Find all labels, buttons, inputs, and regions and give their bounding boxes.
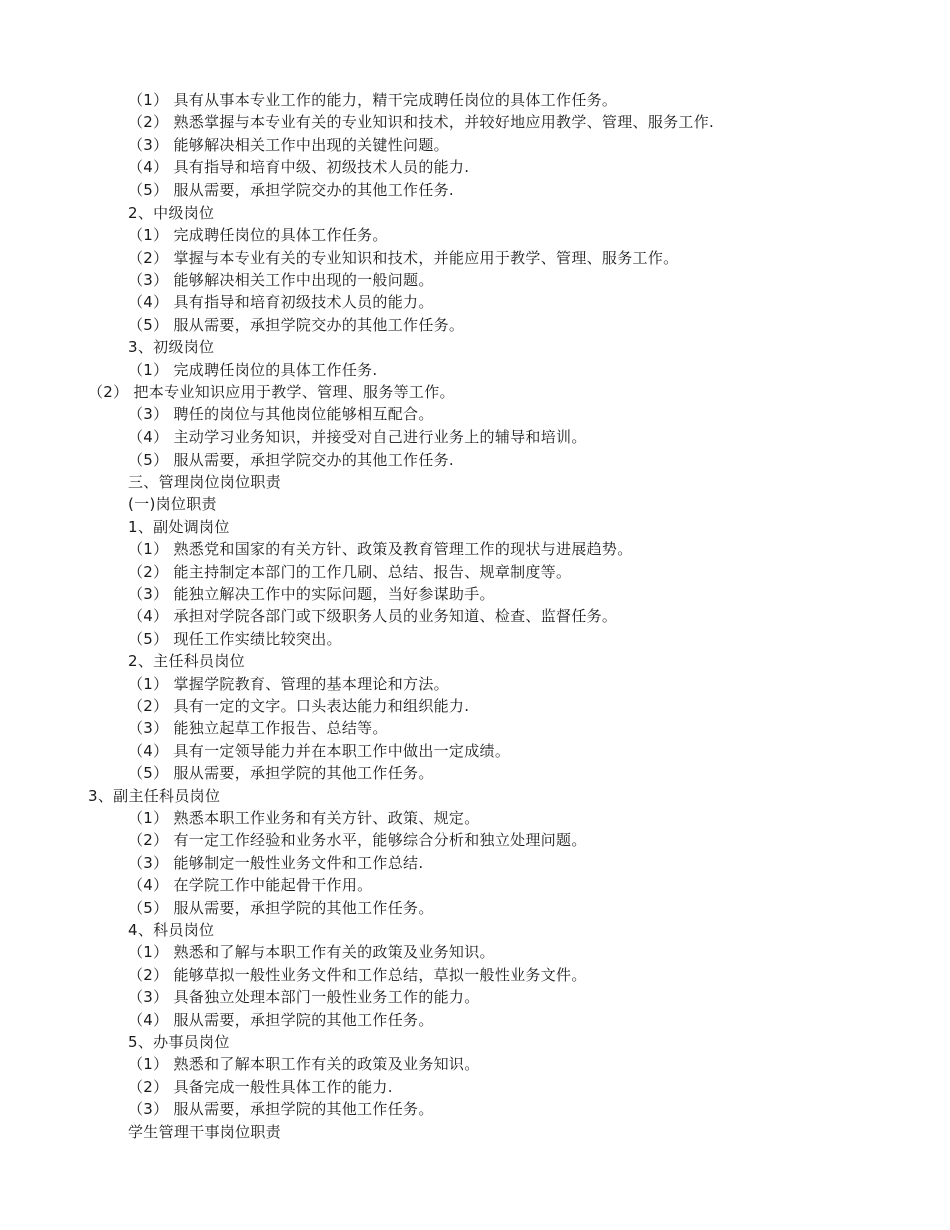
text-line: （4） 主动学习业务知识，并接受对自己进行业务上的辅导和培训。 — [128, 428, 587, 446]
text-line: （1） 完成聘任岗位的具体工作任务. — [128, 361, 378, 379]
section-heading: 3、副主任科员岗位 — [88, 787, 221, 805]
text-line: （5） 现任工作实绩比较突出。 — [128, 630, 342, 648]
text-line: （5） 服从需要，承担学院交办的其他工作任务. — [128, 181, 454, 199]
text-line: （3） 能独立起草工作报告、总结等。 — [128, 719, 388, 737]
text-line: （2） 能够草拟一般性业务文件和工作总结，草拟一般性业务文件。 — [128, 966, 587, 984]
text-line: （1） 完成聘任岗位的具体工作任务。 — [128, 226, 388, 244]
text-line: （4） 在学院工作中能起骨干作用。 — [128, 876, 373, 894]
text-line: （3） 能够制定一般性业务文件和工作总结. — [128, 854, 424, 872]
section-heading: 1、副处调岗位 — [128, 518, 230, 536]
text-line: （4） 服从需要，承担学院的其他工作任务。 — [128, 1011, 434, 1029]
text-line: （1） 具有从事本专业工作的能力，精干完成聘任岗位的具体工作任务。 — [128, 91, 618, 109]
section-heading: 三、管理岗位岗位职责 — [128, 473, 282, 491]
text-line: （3） 能独立解决工作中的实际问题，当好参谋助手。 — [128, 585, 495, 603]
text-line: （1） 掌握学院教育、管理的基本理论和方法。 — [128, 675, 449, 693]
section-heading: 2、主任科员岗位 — [128, 652, 245, 670]
text-line: （4） 具有指导和培育初级技术人员的能力。 — [128, 293, 434, 311]
section-heading: 2、中级岗位 — [128, 204, 215, 222]
text-line: （2） 掌握与本专业有关的专业知识和技术，并能应用于教学、管理、服务工作。 — [128, 249, 679, 267]
text-line: （2） 有一定工作经验和业务水平，能够综合分析和独立处理问题。 — [128, 831, 587, 849]
text-line: （1） 熟悉和了解本职工作有关的政策及业务知识。 — [128, 1055, 480, 1073]
text-line: （1） 熟悉党和国家的有关方针、政策及教育管理工作的现状与进展趋势。 — [128, 540, 633, 558]
text-line: （2） 把本专业知识应用于教学、管理、服务等工作。 — [88, 383, 455, 401]
text-line: （5） 服从需要，承担学院的其他工作任务。 — [128, 764, 434, 782]
section-heading: (一)岗位职责 — [128, 495, 217, 513]
text-line: （3） 能够解决相关工作中出现的关键性问题。 — [128, 136, 449, 154]
text-line: （3） 能够解决相关工作中出现的一般问题。 — [128, 271, 434, 289]
text-line: （4） 具有一定领导能力并在本职工作中做出一定成绩。 — [128, 742, 511, 760]
text-line: （3） 聘任的岗位与其他岗位能够相互配合。 — [128, 405, 434, 423]
section-heading: 3、初级岗位 — [128, 338, 215, 356]
text-line: （3） 具备独立处理本部门一般性业务工作的能力。 — [128, 988, 480, 1006]
text-line: （2） 熟悉掌握与本专业有关的专业知识和技术，并较好地应用教学、管理、服务工作. — [128, 113, 715, 131]
text-line: （2） 具有一定的文字。口头表达能力和组织能力. — [128, 697, 470, 715]
text-line: （1） 熟悉本职工作业务和有关方针、政策、规定。 — [128, 809, 480, 827]
text-line: （5） 服从需要，承担学院的其他工作任务。 — [128, 899, 434, 917]
text-line: （3） 服从需要，承担学院的其他工作任务。 — [128, 1100, 434, 1118]
text-line: （1） 熟悉和了解与本职工作有关的政策及业务知识。 — [128, 943, 495, 961]
text-line: （2） 能主持制定本部门的工作几刷、总结、报告、规章制度等。 — [128, 563, 572, 581]
section-heading: 学生管理干事岗位职责 — [128, 1123, 282, 1141]
text-line: （4） 具有指导和培育中级、初级技术人员的能力. — [128, 158, 470, 176]
text-line: （4） 承担对学院各部门或下级职务人员的业务知道、检查、监督任务。 — [128, 607, 618, 625]
text-line: （5） 服从需要，承担学院交办的其他工作任务。 — [128, 316, 465, 334]
text-line: （2） 具备完成一般性具体工作的能力. — [128, 1078, 393, 1096]
section-heading: 4、科员岗位 — [128, 921, 215, 939]
text-line: （5） 服从需要，承担学院交办的其他工作任务. — [128, 451, 454, 469]
section-heading: 5、办事员岗位 — [128, 1033, 230, 1051]
